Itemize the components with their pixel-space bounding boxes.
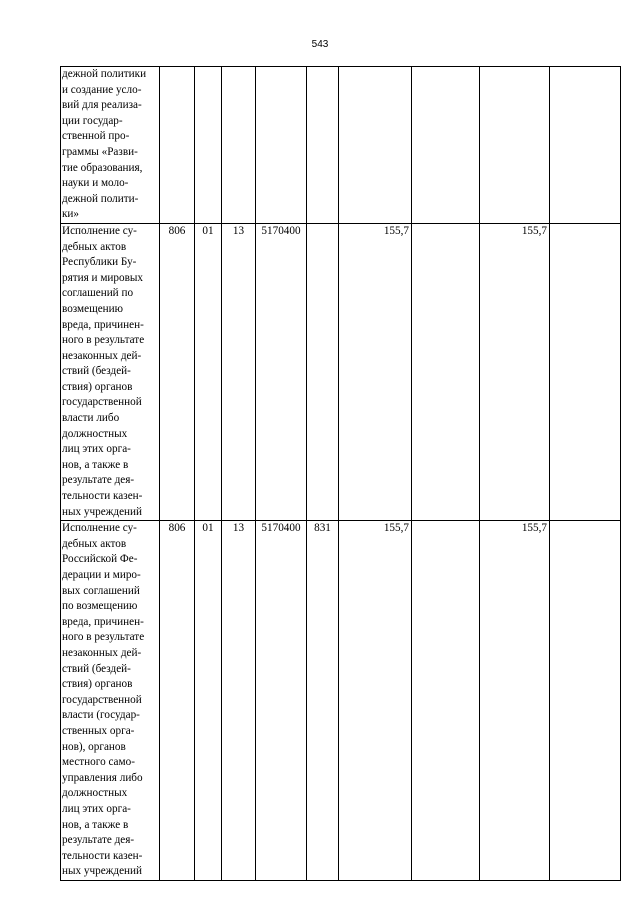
table-row — [61, 521, 621, 881]
description-line: ных учреждений — [62, 865, 143, 878]
description-line: лиц этих орга- — [62, 443, 131, 456]
description-line: ки» — [62, 208, 80, 221]
target-code-cell: 5170400 — [256, 521, 307, 881]
description-line: ного в результате — [62, 631, 145, 644]
description-line: ных учреждений — [62, 505, 143, 518]
empty-cell-1 — [412, 521, 480, 881]
subsection-code-cell — [222, 67, 256, 224]
description-line: науки и моло- — [62, 177, 129, 190]
description-line: незаконных дей- — [62, 646, 142, 659]
description-line: дебных актов — [62, 537, 127, 550]
target-code-cell — [256, 67, 307, 224]
description-line: по возмещению — [62, 600, 138, 613]
table-row — [61, 223, 621, 520]
description-line: дерации и миро- — [62, 569, 141, 581]
table-body — [61, 67, 621, 881]
description-line: незаконных дей- — [62, 349, 142, 362]
amount-cell-1 — [339, 67, 412, 224]
description-line: Исполнение су- — [62, 522, 137, 535]
description-line: вий для реализа- — [62, 99, 142, 112]
description-line: нов, а также в — [62, 818, 129, 831]
subsection-code-cell: 13 — [222, 521, 256, 881]
description-line: местного само- — [62, 756, 135, 769]
description-line: власти (государ- — [62, 709, 140, 722]
section-code-cell: 01 — [195, 223, 222, 520]
amount-cell-1: 155,7 — [339, 521, 412, 881]
description-line: соглашений по — [62, 287, 134, 300]
expense-type-code-cell — [307, 223, 339, 520]
description-cell — [61, 223, 160, 520]
description-line: власти либо — [62, 412, 120, 425]
amount-cell-2: 155,7 — [480, 521, 550, 881]
empty-cell-2 — [550, 223, 621, 520]
empty-cell-1 — [412, 67, 480, 224]
description-line: Российской Фе- — [62, 553, 138, 566]
description-line: вреда, причинен- — [62, 615, 144, 628]
description-line: должностных — [62, 427, 128, 440]
description-line: вых соглашений — [62, 584, 140, 597]
description-line: должностных — [62, 787, 128, 800]
description-line: ствий (бездей- — [62, 365, 131, 378]
description-line: ственной про- — [62, 130, 130, 143]
amount-cell-1: 155,7 — [339, 223, 412, 520]
description-line: государственной — [62, 693, 142, 706]
description-line: государственной — [62, 396, 142, 409]
section-code-cell: 01 — [195, 521, 222, 881]
description-line: вреда, причинен- — [62, 318, 144, 331]
amount-cell-2: 155,7 — [480, 223, 550, 520]
target-code-cell: 5170400 — [256, 223, 307, 520]
description-line: ствий (бездей- — [62, 662, 131, 675]
description-line: результате дея- — [62, 834, 135, 847]
description-line: ственных орга- — [62, 724, 135, 737]
empty-cell-2 — [550, 521, 621, 881]
description-line: дебных актов — [62, 240, 127, 253]
ministry-code-cell: 806 — [160, 223, 195, 520]
description-line: управления либо — [62, 771, 143, 784]
amount-cell-2 — [480, 67, 550, 224]
description-line: граммы «Разви- — [62, 145, 138, 158]
description-line: дежной полити- — [62, 192, 139, 205]
expense-type-code-cell: 831 — [307, 521, 339, 881]
description-line: Исполнение су- — [62, 224, 137, 237]
description-line: тельности казен- — [62, 849, 143, 862]
description-line: ствия) органов — [62, 380, 133, 393]
description-line: ного в результате — [62, 334, 145, 347]
description-line: дежной политики — [62, 68, 147, 80]
description-line: и создание усло- — [62, 83, 142, 96]
description-line: результате дея- — [62, 474, 135, 487]
description-line: ствия) органов — [62, 678, 133, 691]
description-line: нов, а также в — [62, 458, 129, 471]
description-line: нов), органов — [62, 740, 126, 753]
description-line: возмещению — [62, 302, 124, 315]
description-line: тие образования, — [62, 161, 143, 174]
empty-cell-1 — [412, 223, 480, 520]
description-cell — [61, 67, 160, 224]
ministry-code-cell: 806 — [160, 521, 195, 881]
page-number: 543 — [311, 39, 329, 50]
budget-table — [60, 66, 621, 881]
description-line: тельности казен- — [62, 490, 143, 503]
empty-cell-2 — [550, 67, 621, 224]
ministry-code-cell — [160, 67, 195, 224]
section-code-cell — [195, 67, 222, 224]
description-line: рятия и мировых — [62, 271, 143, 284]
expense-type-code-cell — [307, 67, 339, 224]
description-line: ции государ- — [62, 114, 123, 127]
subsection-code-cell: 13 — [222, 223, 256, 520]
description-line: лиц этих орга- — [62, 802, 131, 815]
description-cell — [61, 521, 160, 881]
description-line: Республики Бу- — [62, 256, 137, 269]
table-row — [61, 67, 621, 224]
